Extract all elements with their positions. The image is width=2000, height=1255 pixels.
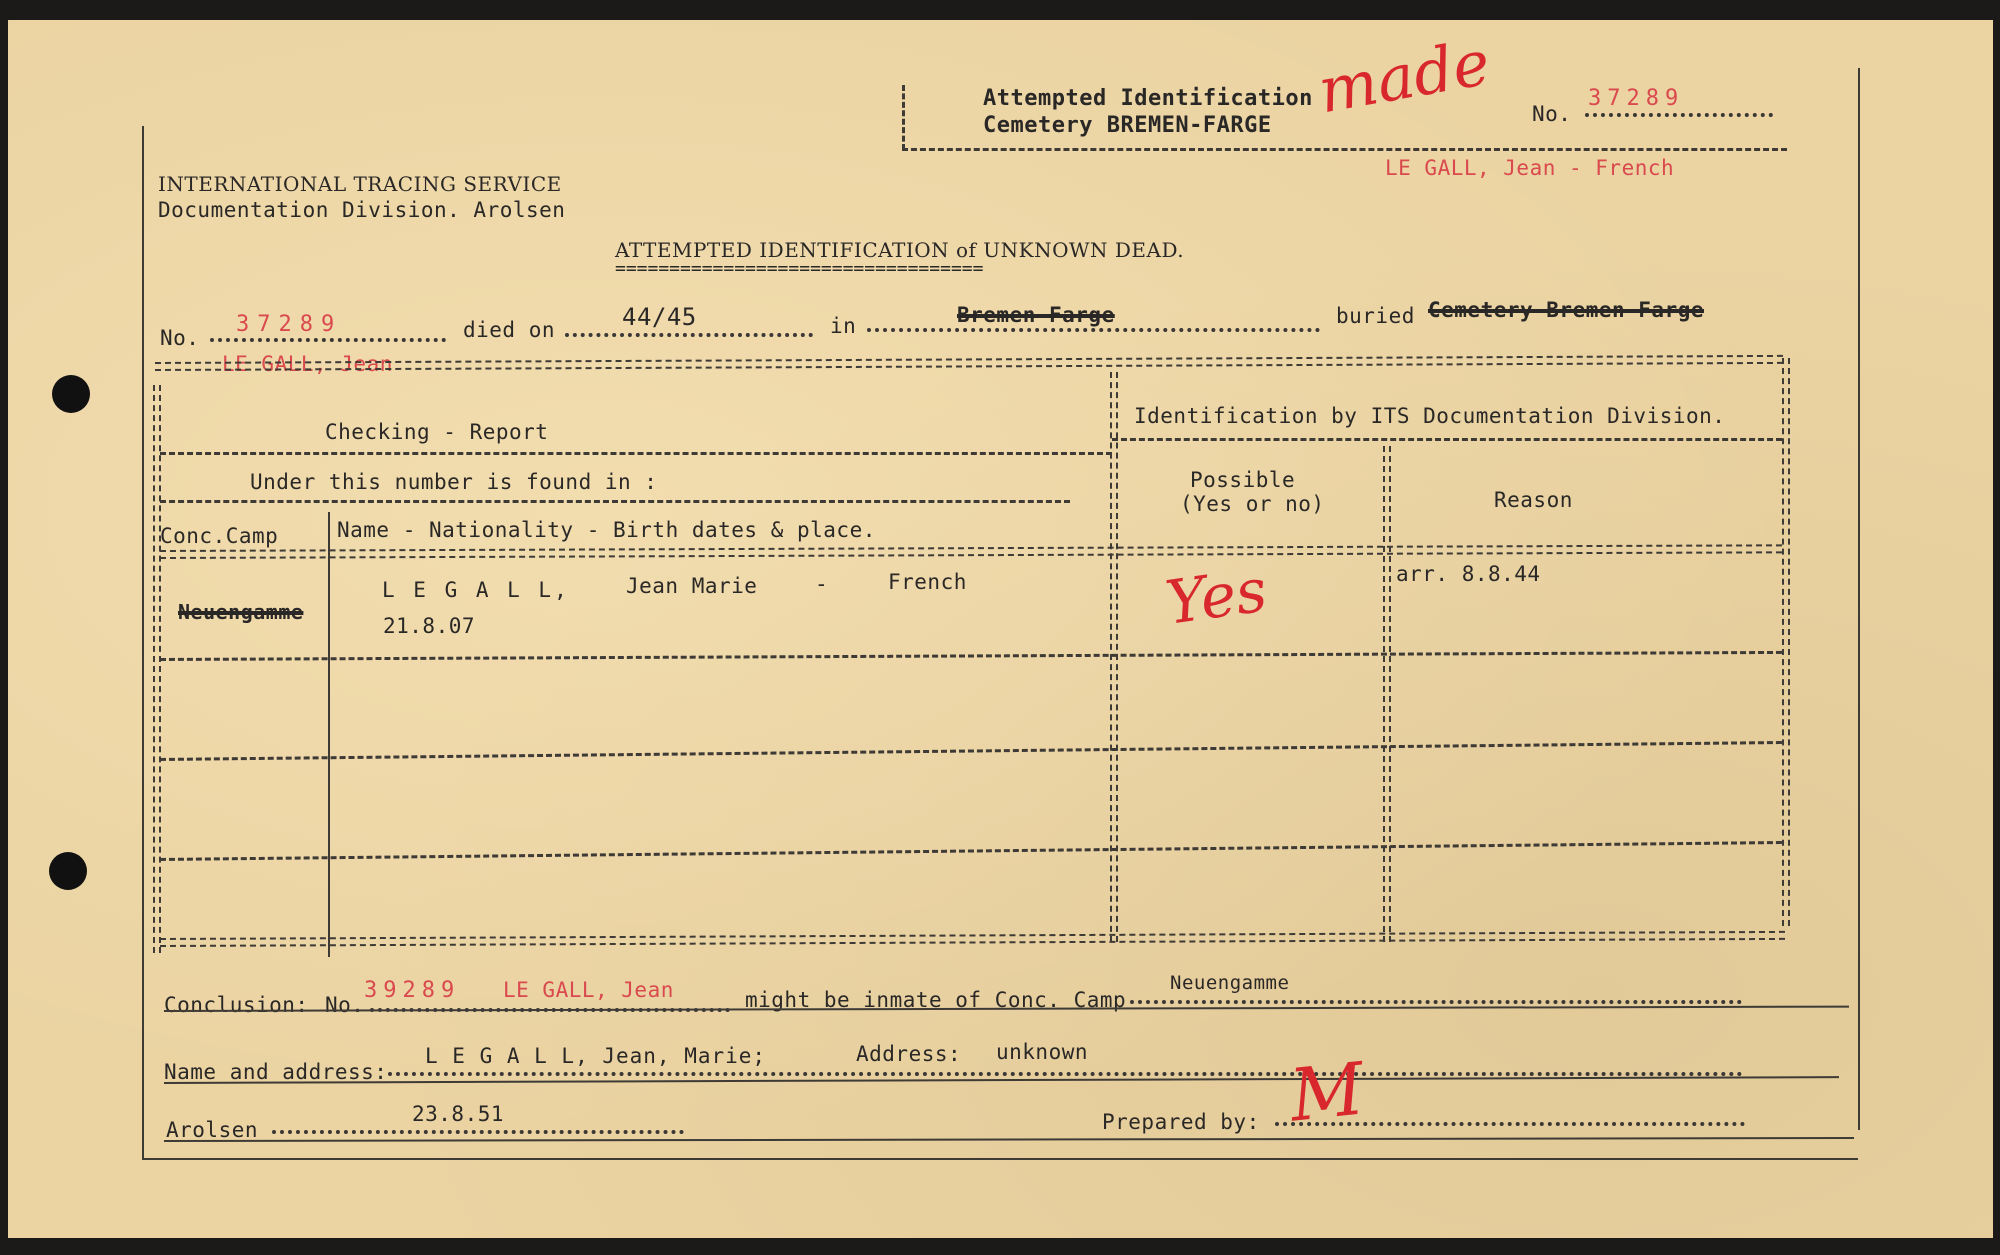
table-mid-divider (1110, 372, 1118, 942)
record-no-label: No. (160, 326, 200, 350)
record-in-value: Bremen-Farge (957, 303, 1115, 327)
possible-subheader: (Yes or no) (1180, 492, 1325, 516)
row1-possible: Yes (1161, 555, 1272, 639)
conclusion-no-value: 39289 (364, 978, 461, 1003)
header-row-line-right (1112, 438, 1782, 441)
record-no-dots (210, 338, 446, 342)
conclusion-no-label: No. (325, 993, 365, 1017)
table-reason-divider (1383, 446, 1391, 942)
row1-birth: 21.8.07 (383, 614, 476, 638)
name-column-header: Name - Nationality - Birth dates & place. (337, 518, 876, 542)
record-in-label: in (830, 314, 857, 338)
stamp-box-left (902, 85, 905, 150)
conclusion-label: Conclusion: (164, 993, 309, 1017)
possible-header: Possible (1190, 468, 1296, 492)
stamp-annotation-made: made (1312, 25, 1496, 128)
identification-header: Identification by ITS Documentation Division. (1134, 404, 1726, 428)
found-in-label: Under this number is found in : (250, 470, 658, 494)
record-died-value: 44/45 (622, 303, 697, 331)
stamp-line-2: Cemetery BREMEN-FARGE (983, 113, 1272, 138)
row1-nationality: French (888, 570, 967, 594)
record-buried-label: buried (1336, 304, 1415, 328)
row1-camp: Neuengamme (178, 600, 304, 624)
stamp-line-1: Attempted Identification (983, 86, 1313, 111)
stamp-box-bottom (902, 148, 1787, 151)
card-bottom-border (142, 1158, 1858, 1160)
top-name-line: LE GALL, Jean - French (1385, 156, 1675, 180)
header-row-line-left (160, 452, 1112, 455)
record-no-value: 37289 (236, 312, 343, 337)
found-row-line (160, 500, 1070, 503)
record-buried-value: Cemetery Bremen-Farge (1428, 298, 1705, 322)
record-died-label: died on (463, 318, 556, 342)
footer-initials: M (1285, 1046, 1368, 1138)
footer-date-dots (272, 1130, 684, 1134)
reason-header: Reason (1494, 488, 1573, 512)
doc-title-underline: ================================== (615, 258, 984, 279)
footer-prepared-label: Prepared by: (1102, 1110, 1260, 1134)
punch-hole-top (52, 375, 90, 413)
conclusion-camp-dots (1130, 1000, 1742, 1004)
conclusion-name-value: LE GALL, Jean (503, 978, 674, 1002)
org-line-1: INTERNATIONAL TRACING SERVICE (158, 172, 562, 196)
table-left-border (153, 385, 161, 953)
top-no-value: 37289 (1588, 86, 1685, 111)
top-no-label: No. (1532, 102, 1572, 126)
table-camp-divider (328, 512, 330, 957)
address-dots (388, 1072, 1743, 1076)
record-in-dots (867, 328, 1320, 332)
footer-place-label: Arolsen (166, 1118, 259, 1142)
table-right-border (1782, 358, 1790, 926)
address-address-label: Address: (856, 1042, 962, 1066)
row1-surname: L E G A L L, (382, 578, 570, 602)
punch-hole-bottom (49, 852, 87, 890)
row1-dash: - (815, 572, 829, 596)
card-left-border (142, 126, 144, 1158)
card-right-border (1858, 68, 1860, 1130)
record-name-note: LE GALL, Jean (222, 352, 393, 376)
doc-title: ATTEMPTED IDENTIFICATION of UNKNOWN DEAD. (615, 238, 1185, 262)
row1-given-name: Jean Marie (626, 574, 758, 598)
checking-header: Checking - Report (325, 420, 549, 444)
footer-date-value: 23.8.51 (412, 1102, 505, 1126)
conclusion-camp-value: Neuengamme (1170, 972, 1290, 994)
conclusion-mid-text: might be inmate of Conc. Camp (745, 988, 1127, 1012)
row1-reason: arr. 8.8.44 (1396, 562, 1541, 586)
org-line-2: Documentation Division. Arolsen (158, 198, 566, 222)
address-name-value: L E G A L L, Jean, Marie; (425, 1044, 767, 1068)
record-died-dots (565, 333, 813, 337)
address-label: Name and address: (164, 1060, 388, 1084)
camp-column-header: Conc.Camp (160, 524, 279, 548)
top-no-dots (1585, 113, 1773, 117)
address-value: unknown (996, 1040, 1089, 1064)
